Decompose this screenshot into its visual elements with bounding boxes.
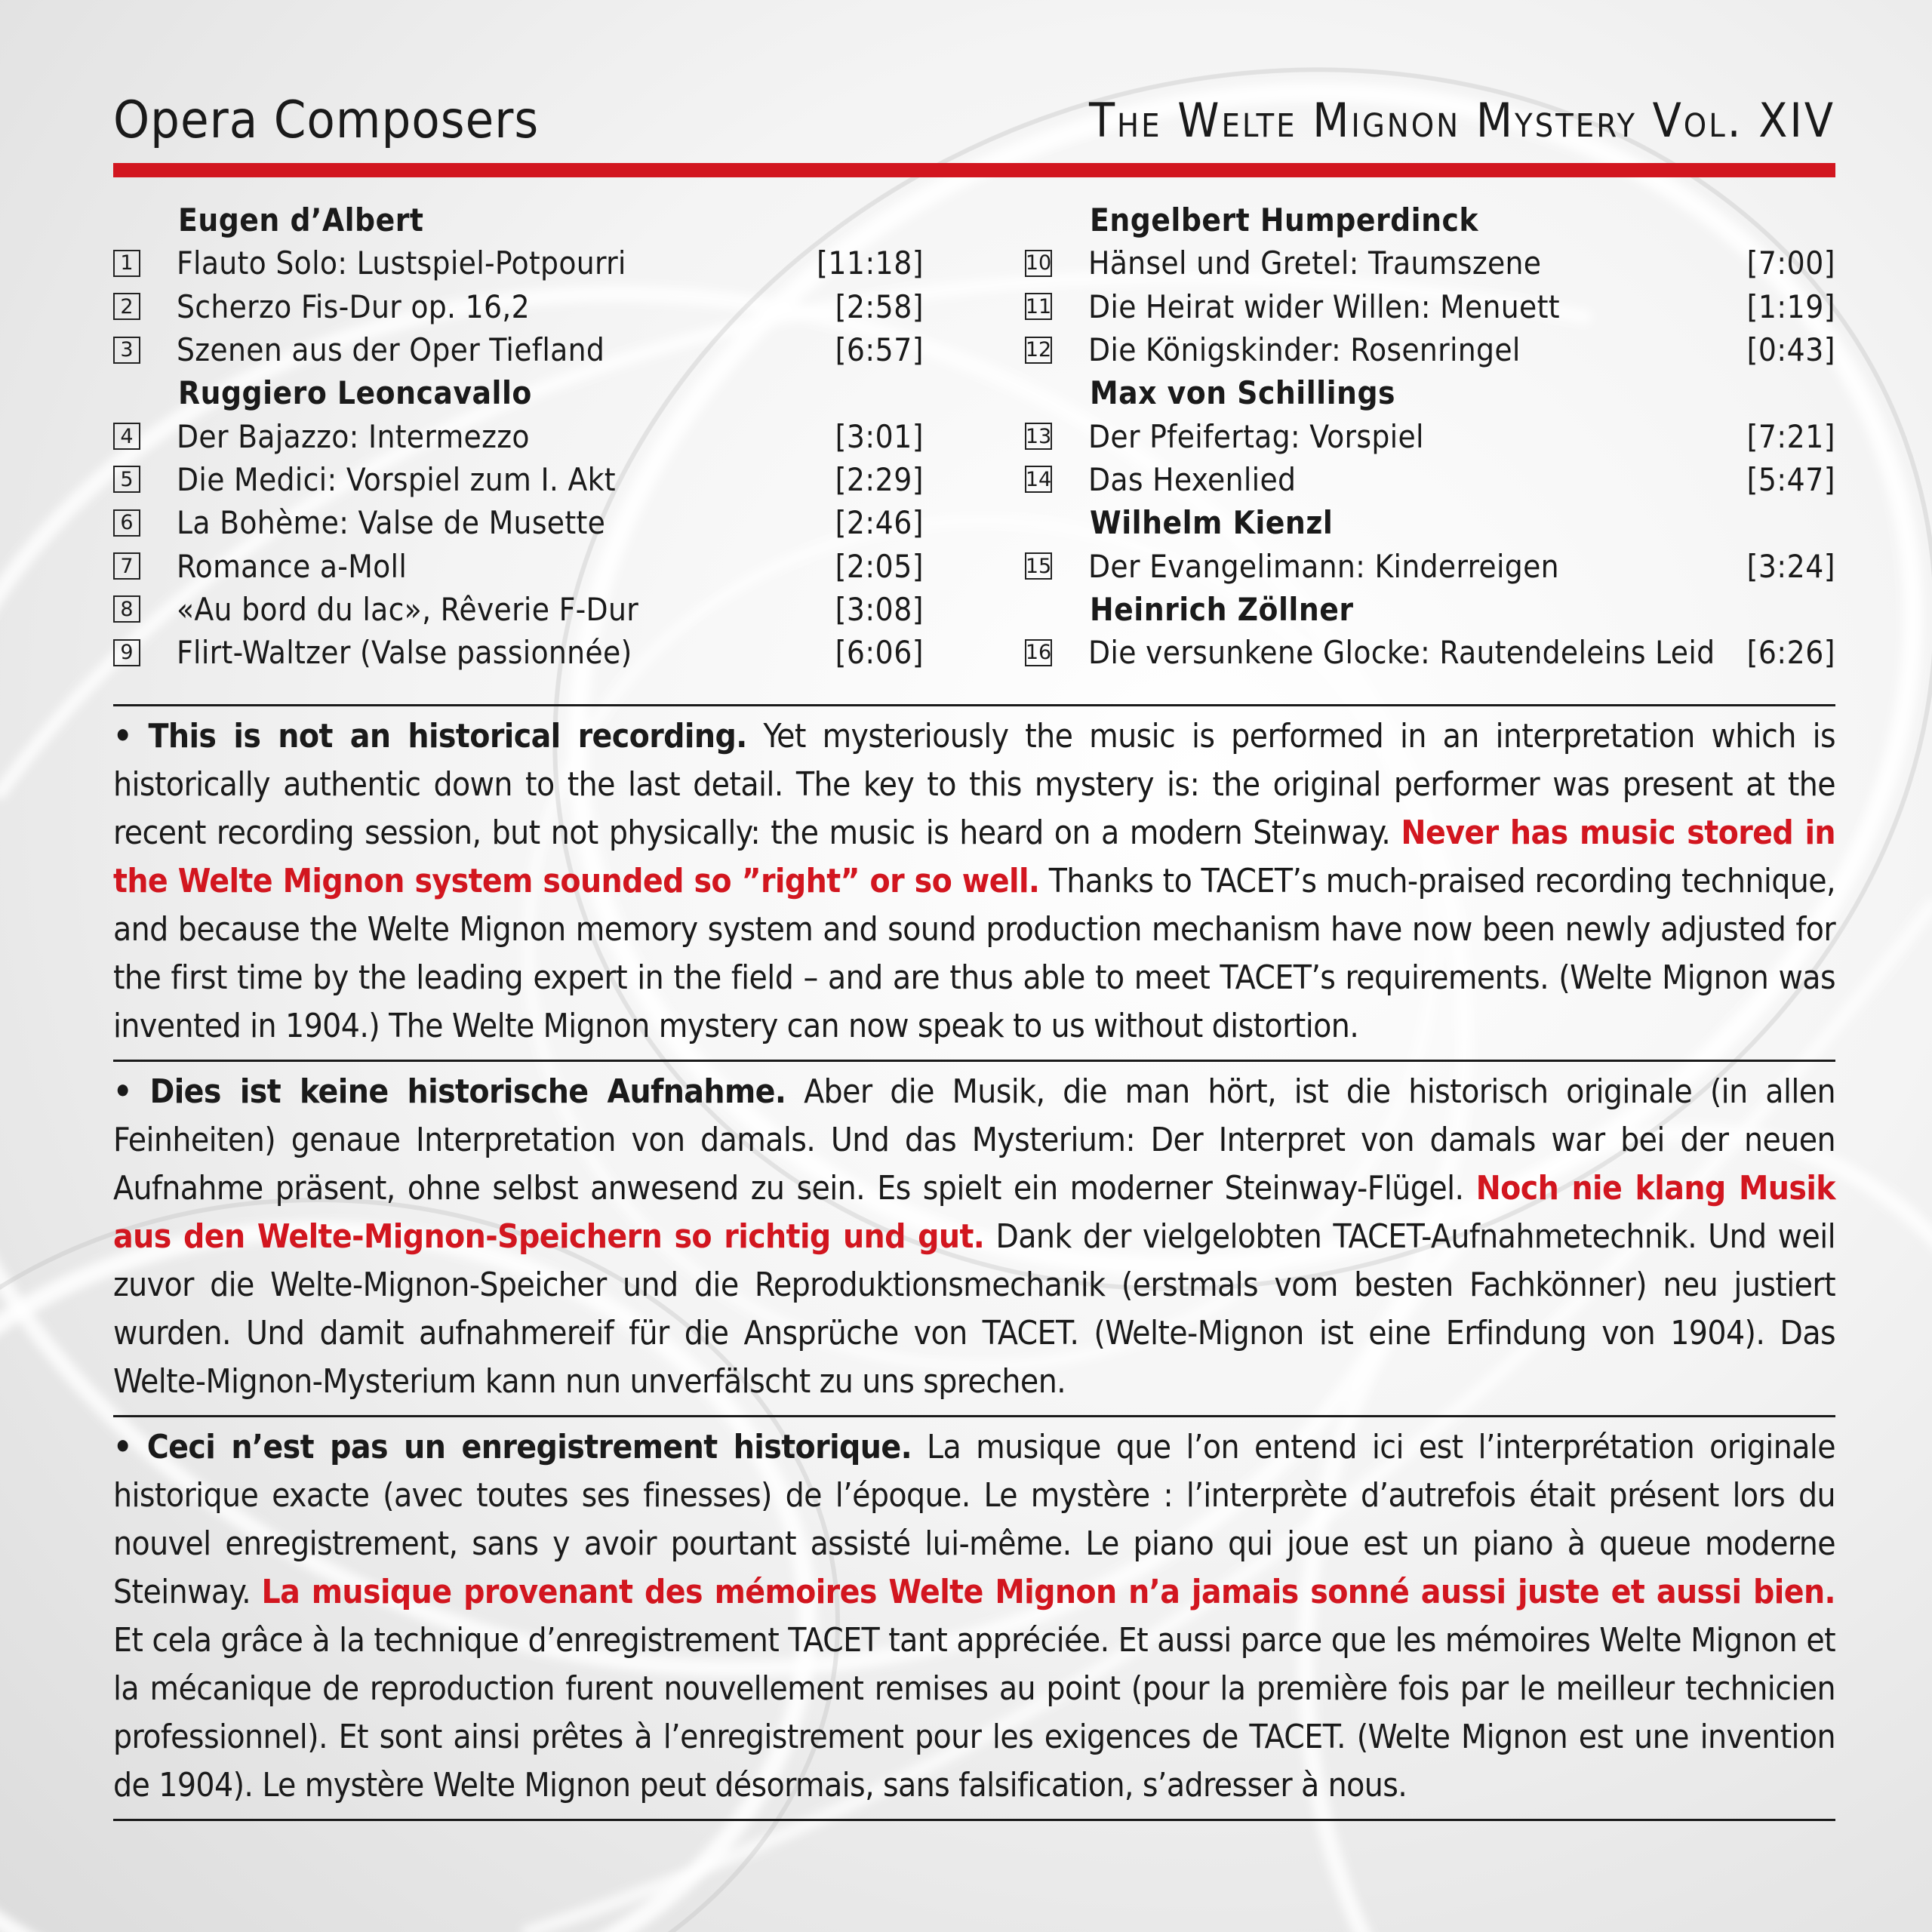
paragraph-french (113, 1417, 1835, 1819)
page-title: Opera Composers (113, 91, 540, 150)
track-row (1025, 458, 1835, 501)
track-title: Der Evangelimann: Kinderreigen (1088, 547, 1559, 585)
booklet-page (113, 91, 1835, 1821)
track-duration: [6:57] (835, 331, 924, 369)
track-duration: [2:46] (835, 504, 924, 542)
track-duration: [3:01] (835, 417, 924, 455)
track-title: Scherzo Fis-Dur op. 16,2 (177, 288, 530, 325)
track-title: Der Pfeifertag: Vorspiel (1088, 417, 1424, 455)
paragraph-german (113, 1062, 1835, 1415)
track-title: Das Hexenlied (1088, 460, 1297, 498)
paragraph-highlight: La musique provenant des mémoires Welte Mignon n’a jamais sonné aussi juste et aussi bien. (261, 1573, 1835, 1612)
track-title: Die Heirat wider Willen: Menuett (1088, 288, 1560, 325)
composer-name: Engelbert Humperdinck (1090, 202, 1479, 239)
track-number: 16 (1025, 639, 1052, 666)
track-title: Flauto Solo: Lustspiel-Potpourri (177, 245, 626, 282)
composer-name: Eugen d’Albert (178, 202, 424, 239)
track-duration: [2:05] (835, 547, 924, 585)
track-row (113, 242, 924, 285)
track-row (113, 458, 924, 501)
track-title: Szenen aus der Oper Tiefland (177, 331, 605, 369)
track-row (113, 414, 924, 457)
track-duration: [2:58] (835, 288, 924, 325)
track-number: 8 (113, 595, 140, 623)
track-row (1025, 328, 1835, 371)
track-title: Die versunkene Glocke: Rautendeleins Leid (1088, 634, 1715, 672)
track-duration: [1:19] (1746, 288, 1835, 325)
divider (113, 1819, 1835, 1821)
track-title: Die Medici: Vorspiel zum I. Akt (177, 460, 616, 498)
track-row (113, 588, 924, 631)
track-duration: [3:24] (1746, 547, 1835, 585)
paragraph-lead: Dies ist keine historische Aufnahme. (149, 1072, 786, 1112)
paragraph-english (113, 706, 1835, 1060)
track-row (113, 544, 924, 587)
paragraph-text: Yet mysteriously the music is performed in an interpretation which is historically authentic down to the last detail. The key to this mystery is: the original performer was present at the recent recording session, but not physically: the music is heard on a modern Steinway. (113, 717, 1836, 853)
paragraph-text: Et cela grâce à la technique d’enregistrement TACET tant appréciée. Et aussi parce que les mémoires Welte Mignon et la mécanique de reproduction furent nouvellement remises au point (pour la première fois par le meilleur technicien professionnel). Et sont ainsi prêtes à l’enregistrement pour les exigences de TACET. (Welte Mignon est une invention de 1904). Le mystère Welte Mignon peut désormais, sans falsification, s’adresser à nous. (113, 1621, 1835, 1805)
track-number: 7 (113, 552, 140, 580)
bullet: • (113, 1428, 132, 1467)
track-number: 12 (1025, 337, 1052, 364)
track-row (1025, 544, 1835, 587)
composer-name: Heinrich Zöllner (1090, 590, 1354, 628)
track-number: 1 (113, 250, 140, 277)
paragraph-lead: Ceci n’est pas un enregistrement historique. (146, 1428, 912, 1467)
track-duration: [2:29] (835, 460, 924, 498)
paragraph-text: La musique que l’on entend ici est l’interprétation originale historique exacte (avec toutes ses finesses) de l’époque. Le mystère : l’interprète d’autrefois était présent lors du nouvel enregistrement, sans y avoir pourtant assisté lui-même. Le piano qui joue est un piano à queue moderne Steinway. (113, 1428, 1836, 1612)
track-row (113, 328, 924, 371)
track-number: 6 (113, 509, 140, 537)
track-duration: [3:08] (835, 590, 924, 628)
bullet: • (113, 1072, 132, 1112)
paragraph-lead: This is not an historical recording. (148, 717, 747, 756)
track-duration: [11:18] (817, 245, 924, 282)
track-number: 13 (1025, 423, 1052, 450)
header (113, 91, 1835, 163)
paragraph-text: Aber die Musik, die man hört, ist die historisch originale (in allen Feinheiten) genaue Interpretation von damals. Und das Mysterium: Der Interpret von damals war bei der neuen Aufnahme präsent, ohne selbst anwesend zu sein. Es spielt ein moderner Steinway-Flügel. (113, 1072, 1836, 1208)
track-duration: [7:00] (1746, 245, 1835, 282)
track-duration: [6:26] (1746, 634, 1835, 672)
track-number: 10 (1025, 250, 1052, 277)
track-number: 15 (1025, 552, 1052, 580)
track-number: 14 (1025, 466, 1052, 493)
tracklist (113, 198, 1835, 674)
track-duration: [7:21] (1746, 417, 1835, 455)
track-number: 3 (113, 337, 140, 364)
red-divider (113, 163, 1835, 177)
composer-name: Wilhelm Kienzl (1090, 504, 1334, 542)
track-row (1025, 242, 1835, 285)
track-title: Hänsel und Gretel: Traumszene (1088, 245, 1542, 282)
track-title: Der Bajazzo: Intermezzo (177, 417, 530, 455)
tracklist-right-column (1025, 198, 1835, 674)
tracklist-left-column (113, 198, 924, 674)
track-row (1025, 414, 1835, 457)
track-number: 9 (113, 639, 140, 666)
paragraph-text: Thanks to TACET’s much-praised recording technique, and because the Welte Mignon memory system and sound production mechanism have now been newly adjusted for the first time by the leading expert in the field – and are thus able to meet TACET’s requirements. (Welte Mignon was invented in 1904.) The Welte Mignon mystery can now speak to us without distortion. (113, 862, 1836, 1046)
track-duration: [6:06] (835, 634, 924, 672)
track-row (1025, 285, 1835, 328)
paragraph-highlight: Noch nie klang Musik aus den Welte-Mignon-Speichern so richtig und gut. (113, 1169, 1836, 1257)
composer-name: Max von Schillings (1090, 374, 1395, 412)
track-number: 4 (113, 423, 140, 450)
paragraph-text: Dank der vielgelobten TACET-Aufnahmetechnik. Und weil zuvor die Welte-Mignon-Speicher und die Reproduktionsmechanik (erstmals vom besten Fachkönner) neu justiert wurden. Und damit aufnahmereif für die Ansprüche von TACET. (Welte-Mignon ist eine Erfindung von 1904). Das Welte-Mignon-Mysterium kann nun unverfälscht zu uns sprechen. (113, 1217, 1835, 1401)
track-row (113, 501, 924, 544)
track-title: La Bohème: Valse de Musette (177, 504, 606, 542)
track-row (113, 631, 924, 674)
track-duration: [0:43] (1746, 331, 1835, 369)
track-title: Flirt-Waltzer (Valse passionnée) (177, 634, 632, 672)
composer-name: Ruggiero Leoncavallo (178, 374, 532, 412)
track-title: «Au bord du lac», Rêverie F-Dur (177, 590, 639, 628)
track-number: 5 (113, 466, 140, 493)
paragraph-highlight: Never has music stored in the Welte Mignon system sounded so ”right” or so well. (113, 814, 1836, 901)
track-number: 2 (113, 293, 140, 320)
track-row (113, 285, 924, 328)
track-row (1025, 631, 1835, 674)
track-number: 11 (1025, 293, 1052, 320)
series-title: The Welte Mignon Mystery Vol. XIV (1088, 93, 1835, 148)
track-duration: [5:47] (1746, 460, 1835, 498)
track-title: Romance a-Moll (177, 547, 408, 585)
bullet: • (113, 717, 132, 756)
track-title: Die Königskinder: Rosenringel (1088, 331, 1521, 369)
